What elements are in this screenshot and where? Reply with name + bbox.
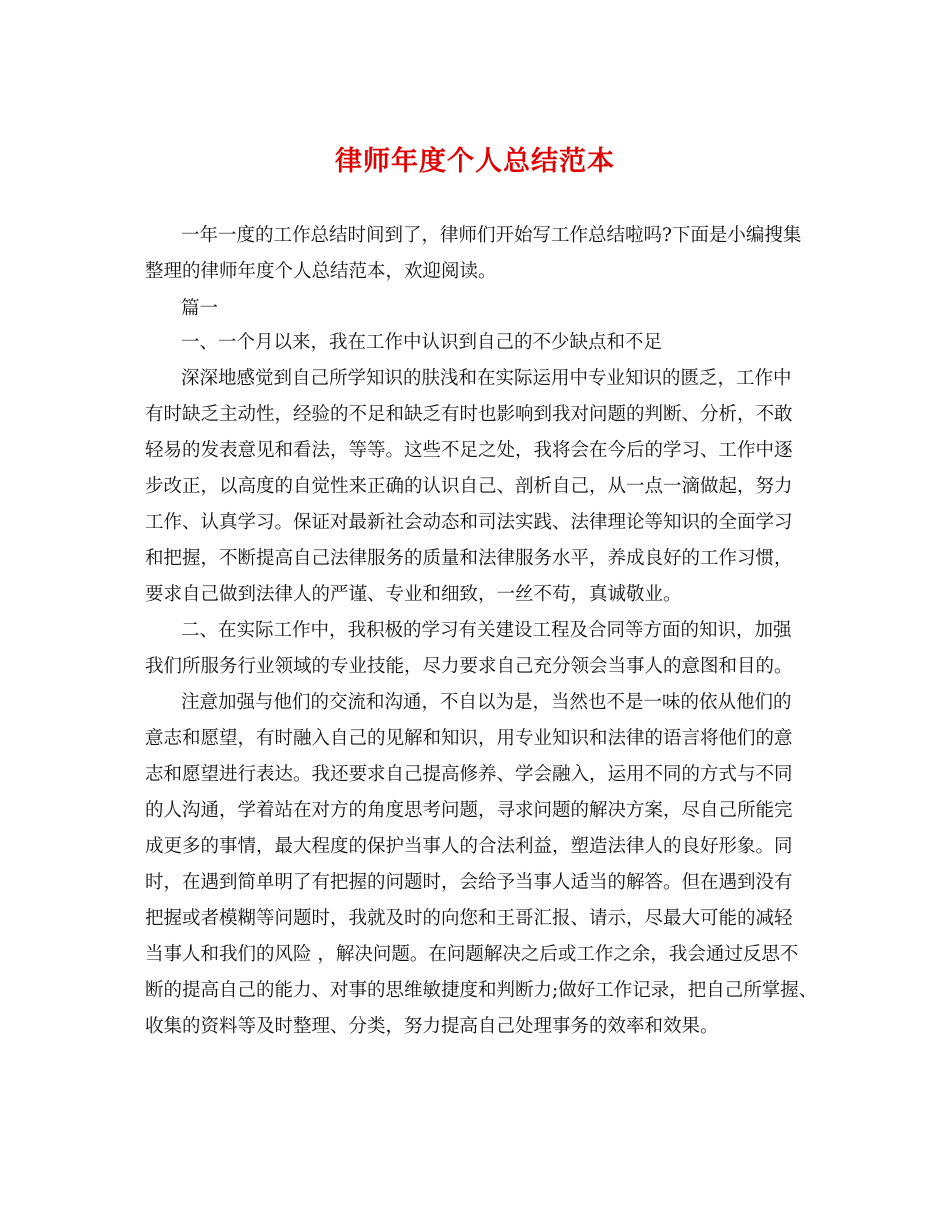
body-line: 一年一度的工作总结时间到了，律师们开始写工作总结啦吗?下面是小编搜集 [181, 225, 802, 246]
body-line: 二、在实际工作中，我积极的学习有关建设工程及合同等方面的知识，加强 [181, 620, 792, 641]
body-line: 要求自己做到法律人的严谨、专业和细致，一丝不苟，真诚敬业。 [145, 584, 682, 605]
body-line: 我们所服务行业领域的专业技能，尽力要求自己充分领会当事人的意图和目的。 [145, 656, 793, 677]
body-line: 把握或者模糊等问题时，我就及时的向您和王哥汇报、请示，尽最大可能的减轻 [145, 908, 793, 929]
body-line: 有时缺乏主动性，经验的不足和缺乏有时也影响到我对问题的判断、分析，不敢 [145, 404, 793, 425]
section-heading: 篇一 [181, 298, 219, 319]
body-line: 志和愿望进行表达。我还要求自己提高修养、学会融入，运用不同的方式与不同 [145, 764, 793, 785]
body-line: 断的提高自己的能力、对事的思维敏捷度和判断力;做好工作记录，把自己所掌握、 [145, 980, 818, 1001]
body-line: 当事人和我们的风险 ，解决问题。在问题解决之后或工作之余，我会通过反思不 [145, 944, 799, 965]
body-line: 收集的资料等及时整理、分类，努力提高自己处理事务的效率和效果。 [145, 1016, 719, 1037]
document-title: 律师年度个人总结范本 [335, 146, 615, 177]
body-line: 和把握，不断提高自己法律服务的质量和法律服务水平，养成良好的工作习惯， [145, 548, 793, 569]
body-line: 一、一个月以来，我在工作中认识到自己的不少缺点和不足 [181, 332, 663, 353]
body-line: 工作、认真学习。保证对最新社会动态和司法实践、法律理论等知识的全面学习 [145, 512, 793, 533]
body-line: 深深地感觉到自己所学知识的肤浅和在实际运用中专业知识的匮乏，工作中 [181, 368, 792, 389]
body-line: 成更多的事情，最大程度的保护当事人的合法利益，塑造法律人的良好形象。同 [145, 836, 793, 857]
body-line: 注意加强与他们的交流和沟通，不自以为是，当然也不是一味的依从他们的 [181, 692, 792, 713]
body-line: 的人沟通，学着站在对方的角度思考问题，寻求问题的解决方案，尽自己所能完 [145, 800, 793, 821]
body-line: 整理的律师年度个人总结范本，欢迎阅读。 [145, 261, 497, 282]
body-line: 轻易的发表意见和看法，等等。这些不足之处，我将会在今后的学习、工作中逐 [145, 440, 793, 461]
body-line: 时，在遇到简单明了有把握的问题时，会给予当事人适当的解答。但在遇到没有 [145, 872, 793, 893]
body-line: 步改正，以高度的自觉性来正确的认识自己、剖析自己，从一点一滴做起，努力 [145, 476, 793, 497]
body-line: 意志和愿望，有时融入自己的见解和知识，用专业知识和法律的语言将他们的意 [145, 728, 793, 749]
